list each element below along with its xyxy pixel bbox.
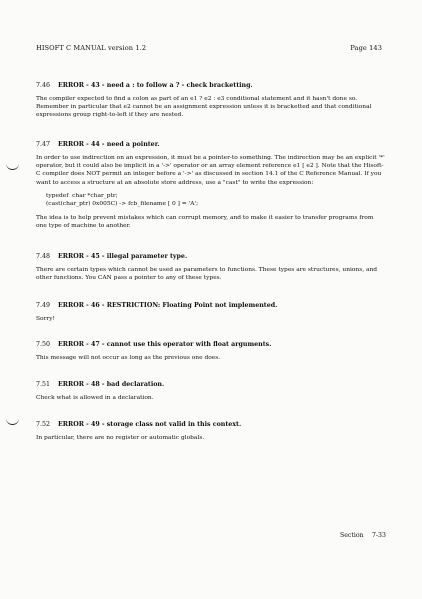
section-number: 7.47 — [36, 141, 51, 148]
section-number: 7.50 — [36, 341, 51, 348]
footer-section-label: Section — [340, 532, 364, 539]
section-7-47 — [36, 141, 386, 231]
paragraph: This message will not occur as long as the previous one does. — [36, 355, 221, 361]
section-7-49 — [36, 302, 386, 323]
paragraph: Check what is allowed in a declaration. — [36, 395, 154, 401]
section-7-48 — [36, 253, 386, 282]
paragraph: There are certain types which cannot be used as parameters to functions. These types are structures, unions, and other functions. You CAN pass a pointer to any of these types. — [36, 267, 378, 282]
section-number: 7.52 — [36, 421, 51, 428]
section-number: 7.49 — [36, 302, 51, 309]
section-title: ERROR - 46 - RESTRICTION: Floating Point not implemented. — [58, 302, 278, 309]
paragraph: The idea is to help prevent mistakes which can corrupt memory, and to make it easier to transfer programs from one type of machine to another. — [36, 215, 374, 230]
section-heading — [36, 421, 386, 428]
binder-hole-mark — [6, 163, 19, 170]
section-7-52 — [36, 421, 386, 442]
header-page-number: Page 143 — [350, 44, 382, 52]
code-line: typedef char *char_ptr; — [46, 192, 118, 199]
section-number: 7.48 — [36, 253, 51, 260]
section-number: 7.46 — [36, 82, 51, 89]
footer-page-number: 7-33 — [372, 532, 386, 539]
section-number: 7.51 — [36, 381, 51, 388]
paragraph: In order to use indirection on an expression, it must be a pointer-to something. The indirection may be an explicit '*' operator, but it could also be implicit in a '->' operator or an array element reference e1 [ e2 ]. Note that the Hisoft-C compiler does NOT permit an integer before a '->' as discussed in section 14.1 of the C Reference Manual. If you want to access a structure at an absolute store address, use a "cast" to write the expression: — [36, 155, 385, 186]
section-title: ERROR - 49 - storage class not valid in this context. — [58, 421, 242, 428]
section-7-50 — [36, 341, 386, 362]
binder-hole-mark — [6, 418, 19, 425]
section-heading — [36, 302, 386, 309]
section-heading — [36, 381, 386, 388]
section-7-46 — [36, 82, 386, 120]
section-title: ERROR - 43 - need a : to follow a ? - check bracketting. — [58, 82, 253, 89]
section-heading — [36, 253, 386, 260]
section-title: ERROR - 44 - need a pointer. — [58, 141, 160, 148]
paragraph: Sorry! — [36, 316, 55, 322]
section-title: ERROR - 48 - bad declaration. — [58, 381, 165, 388]
section-7-51 — [36, 381, 386, 402]
paragraph: The compiler expected to find a colon as part of an e1 ? e2 : e3 conditional statement and it hasn't done so. Remember in particular that e2 cannot be an assignment expression unless it is bracketted and that conditional expressions group right-to-left if they are nested. — [36, 96, 372, 119]
section-heading — [36, 141, 386, 148]
code-block — [46, 192, 386, 208]
section-heading — [36, 82, 386, 89]
header-title: HISOFT C MANUAL version 1.2 — [36, 44, 147, 52]
paragraph: In particular, there are no register or automatic globals. — [36, 435, 205, 441]
section-title: ERROR - 45 - illegal parameter type. — [58, 253, 188, 260]
code-line: (cast(char_ptr) 0x005C) -> fcb_filename [ 0 ] = 'A'; — [46, 201, 199, 208]
section-title: ERROR - 47 - cannot use this operator with float arguments. — [58, 341, 272, 348]
section-heading — [36, 341, 386, 348]
